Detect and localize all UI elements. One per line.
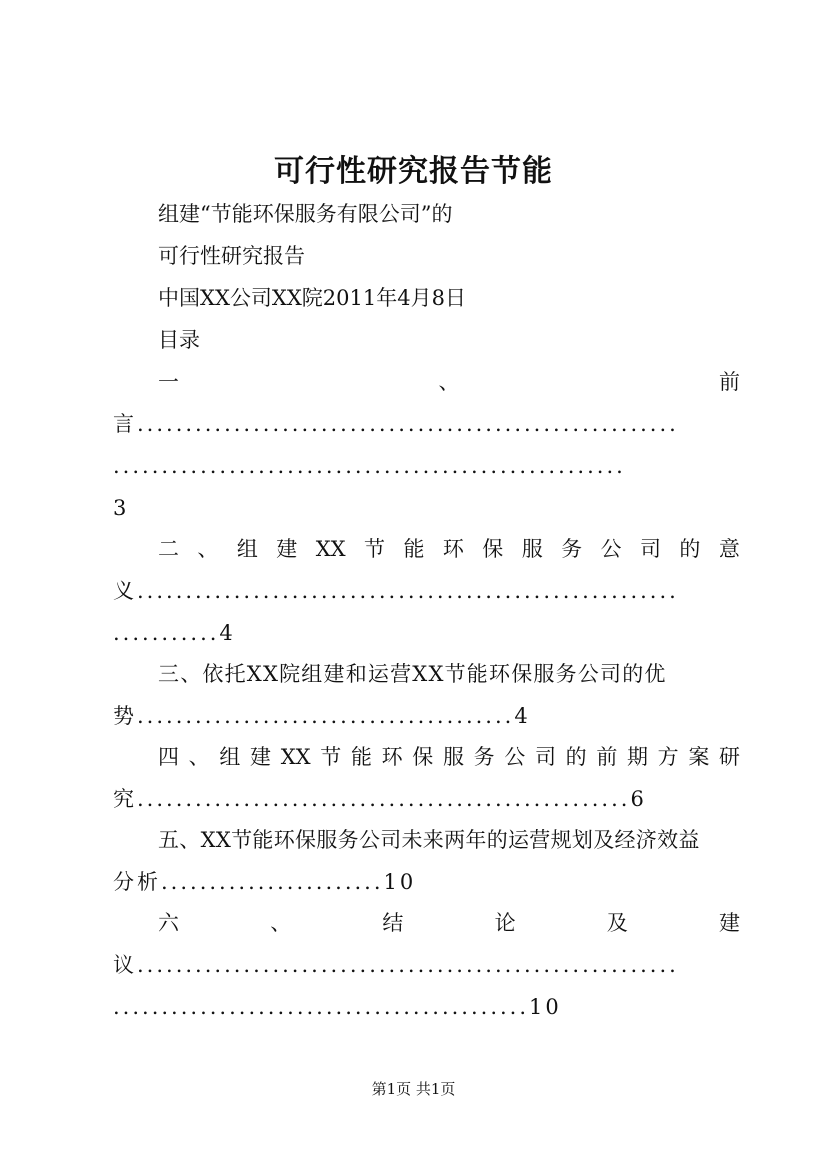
toc-char: 的 (565, 745, 587, 769)
toc-char: 、 (270, 911, 292, 935)
toc-char: 能 (403, 537, 425, 561)
toc-char: 节 (320, 745, 342, 769)
document-title: 可行性研究报告节能 (274, 154, 553, 189)
toc-char: 建 (718, 911, 740, 935)
toc-char: 研 (719, 745, 740, 769)
toc-char: 方 (657, 745, 679, 769)
toc-entry-2-line-1 (158, 535, 740, 563)
toc-entry-5-line-2: 分析.......................10 (113, 870, 417, 894)
toc-char: 组 (219, 745, 241, 769)
subtitle-line-1: 组建“节能环保服务有限公司”的 (158, 202, 453, 226)
toc-char: 结 (382, 911, 404, 935)
toc-char: 、 (197, 537, 219, 561)
toc-entry-5-line-1: 五、XX节能环保服务公司未来两年的运营规划及经济效益 (158, 828, 700, 852)
toc-char: 组 (236, 537, 258, 561)
toc-char: 环 (381, 745, 403, 769)
toc-char: 一 (158, 370, 179, 394)
toc-char: 环 (442, 537, 464, 561)
toc-char: 建 (250, 745, 272, 769)
subtitle-line-2: 可行性研究报告 (158, 244, 305, 268)
page-footer: 第1页 共1页 (371, 1080, 456, 1098)
toc-char: XX (280, 745, 311, 769)
toc-char: 司 (534, 745, 556, 769)
toc-char: 、 (438, 370, 460, 394)
toc-heading: 目录 (158, 328, 200, 352)
toc-char: 的 (679, 537, 701, 561)
toc-entry-1-line-1 (158, 368, 740, 396)
toc-char: 建 (276, 537, 298, 561)
toc-entry-4-line-1 (158, 743, 740, 771)
toc-char: 司 (639, 537, 661, 561)
toc-char: 六 (158, 911, 179, 935)
toc-char: 前 (596, 745, 618, 769)
toc-char: 服 (442, 745, 464, 769)
toc-entry-2-line-3: ...........4 (113, 621, 236, 645)
toc-char: 务 (561, 537, 583, 561)
toc-char: 能 (350, 745, 372, 769)
toc-char: 保 (412, 745, 434, 769)
toc-entry-6-line-1 (158, 909, 740, 937)
toc-entry-2-line-2: 义........................................................ (113, 579, 679, 603)
toc-entry-4-line-2: 究...................................................6 (113, 787, 647, 811)
toc-char: 论 (494, 911, 516, 935)
date-line: 中国XX公司XX院2011年4月8日 (158, 286, 466, 310)
toc-char: 、 (188, 745, 210, 769)
toc-char: 公 (600, 537, 622, 561)
toc-char: 案 (688, 745, 710, 769)
toc-char: XX (315, 537, 346, 561)
toc-char: 公 (504, 745, 526, 769)
toc-entry-6-line-3: ...........................................10 (113, 995, 562, 1019)
toc-entry-1-line-2: 言........................................................ (113, 412, 679, 436)
toc-entry-1-line-3: ..................................................... (113, 454, 626, 478)
toc-char: 前 (719, 370, 740, 394)
toc-entry-3-line-2: 势.......................................4 (113, 704, 531, 728)
toc-char: 二 (158, 537, 179, 561)
toc-char: 保 (482, 537, 504, 561)
toc-char: 节 (364, 537, 386, 561)
toc-char: 及 (606, 911, 628, 935)
toc-entry-1-page: 3 (113, 496, 127, 520)
toc-char: 意 (718, 537, 740, 561)
toc-char: 四 (158, 745, 179, 769)
toc-char: 务 (473, 745, 495, 769)
toc-char: 服 (521, 537, 543, 561)
toc-entry-3-line-1: 三、依托XX院组建和运营XX节能环保服务公司的优 (158, 662, 667, 686)
toc-entry-6-line-2: 议........................................................ (113, 953, 679, 977)
toc-char: 期 (626, 745, 648, 769)
